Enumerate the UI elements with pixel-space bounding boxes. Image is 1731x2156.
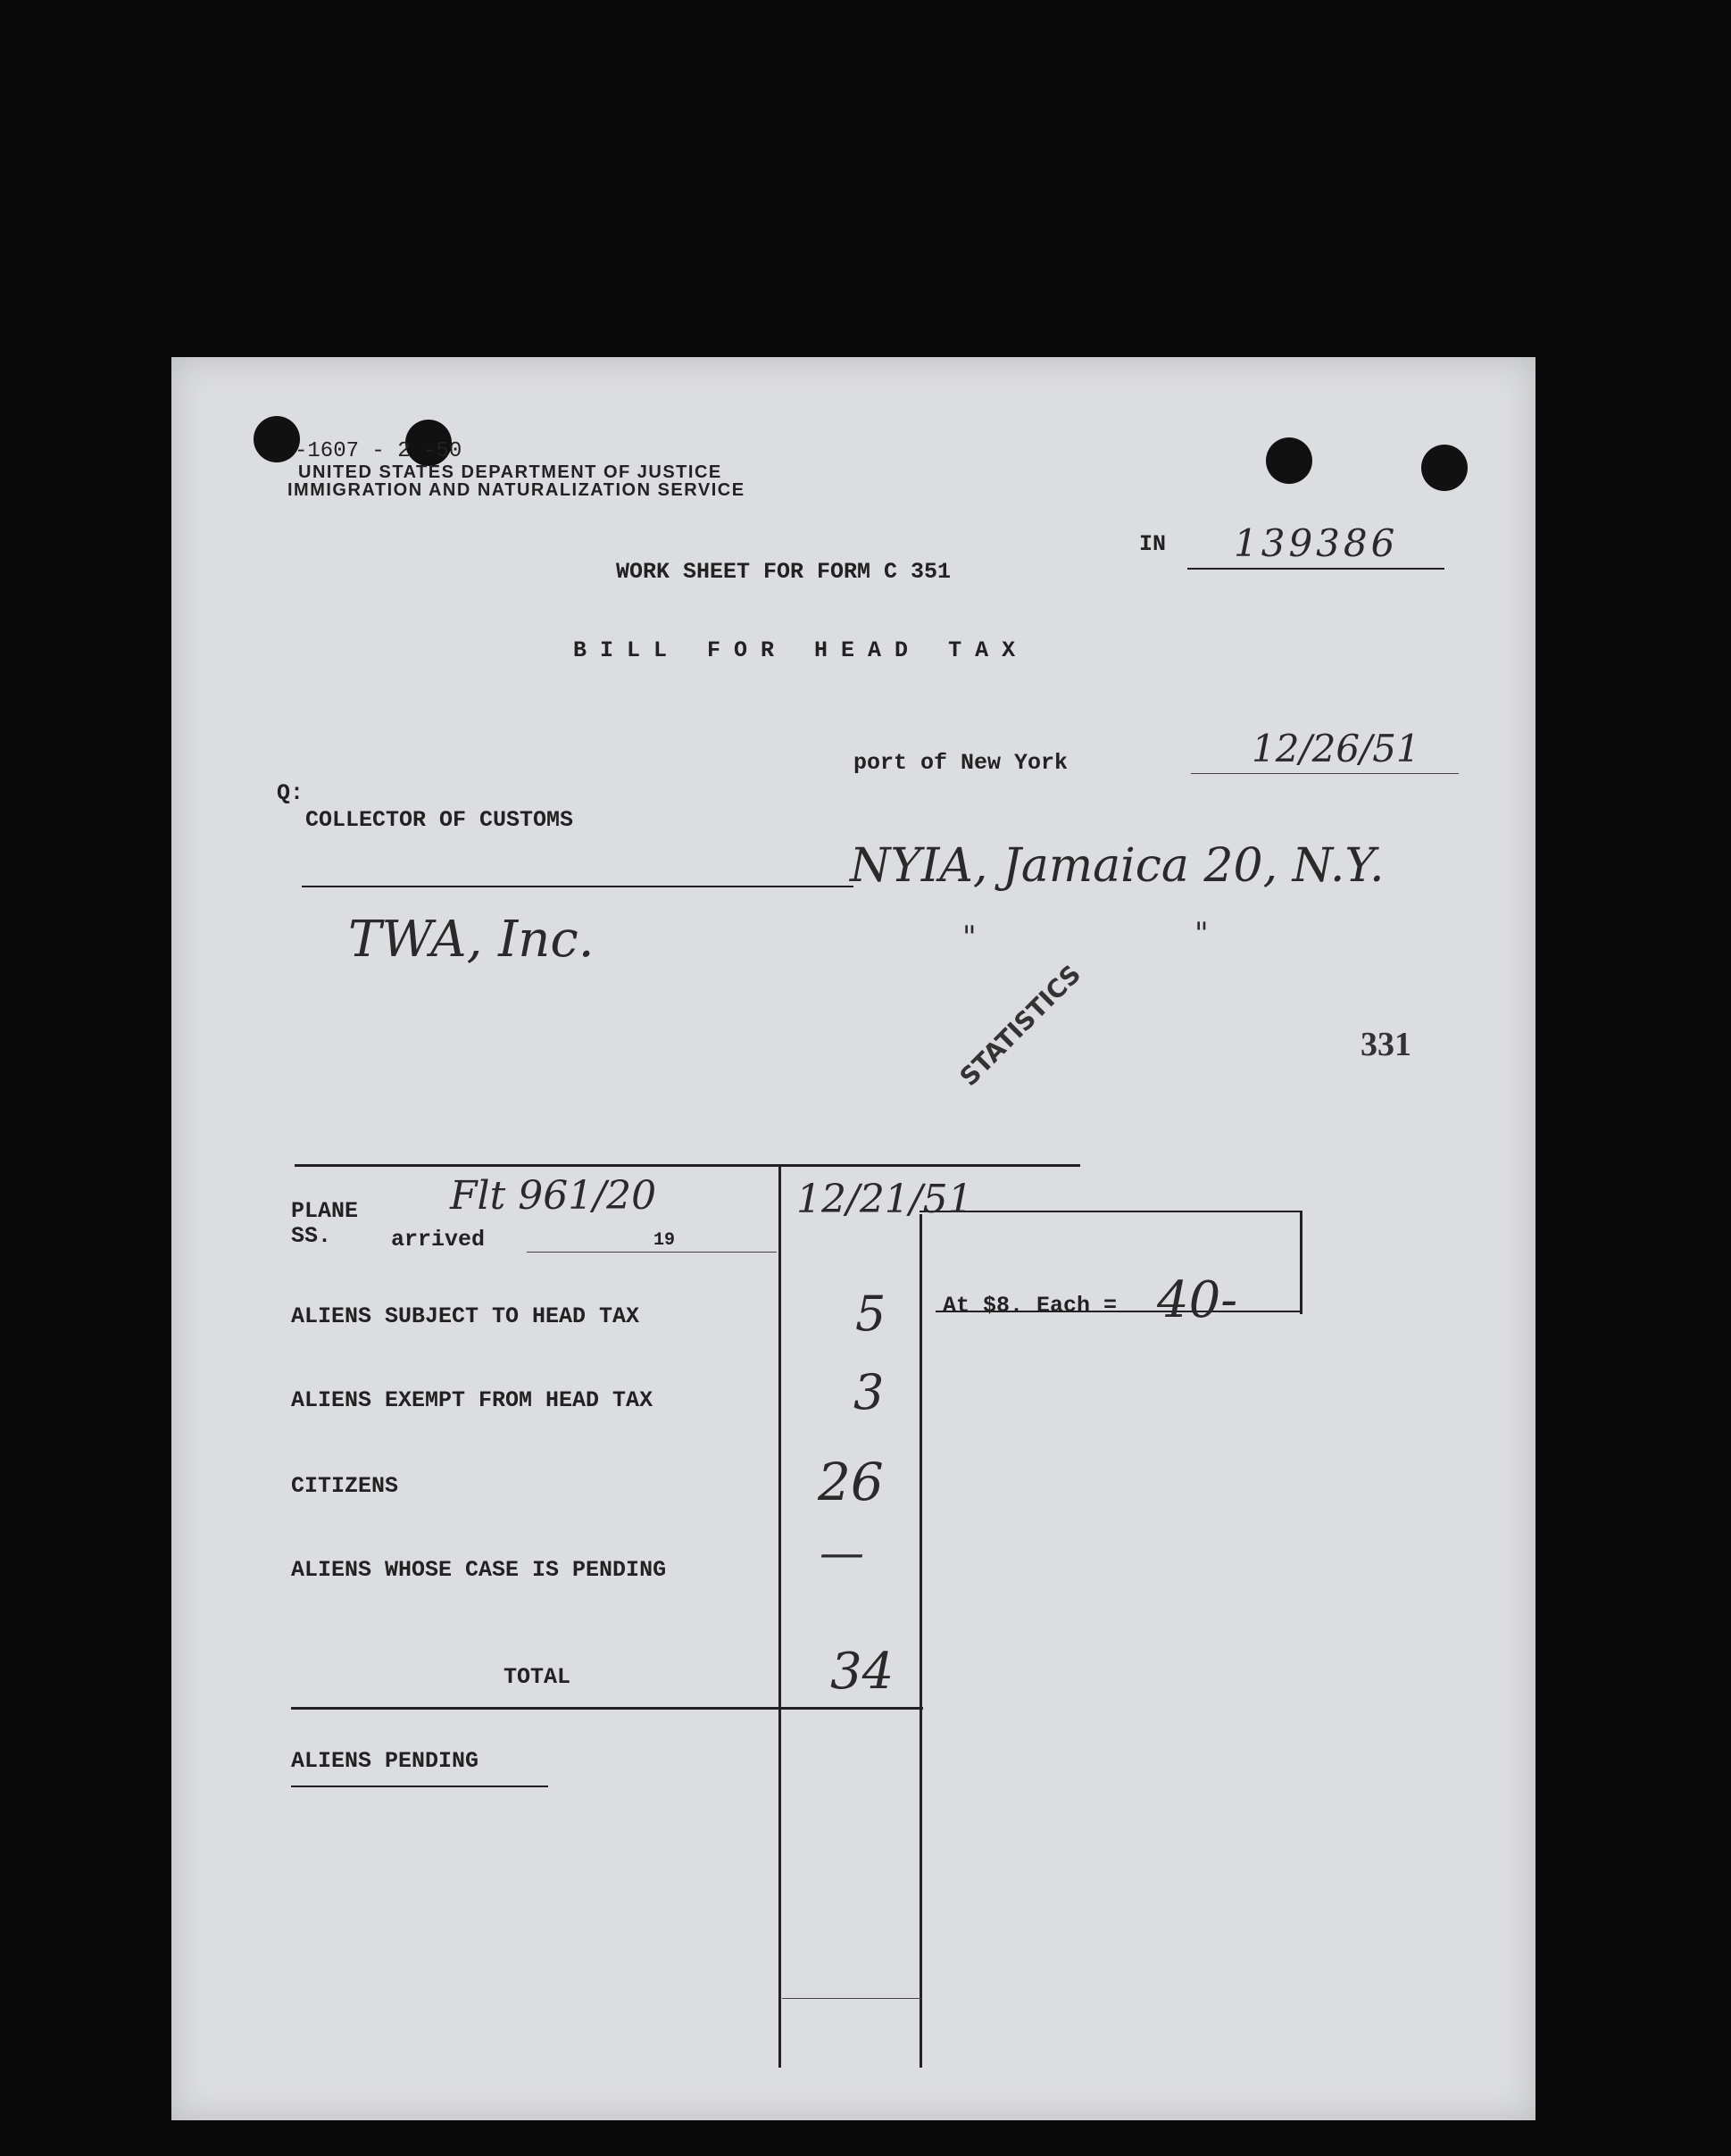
ss-label: SS. — [291, 1223, 332, 1249]
column-divider-right — [920, 1214, 922, 2068]
row-value-subject: 5 — [855, 1286, 886, 1342]
total-label: TOTAL — [503, 1664, 571, 1690]
table-top-rule — [295, 1164, 1080, 1167]
row-label-pending: ALIENS WHOSE CASE IS PENDING — [291, 1557, 667, 1583]
address-line — [302, 886, 853, 887]
carrier-name: TWA, Inc. — [348, 911, 595, 969]
worksheet-title: WORK SHEET FOR FORM C 351 — [616, 559, 952, 585]
to-label: Q: — [277, 780, 304, 806]
punch-hole — [254, 416, 300, 462]
total-value: 34 — [830, 1643, 895, 1701]
date-underline — [1191, 773, 1459, 774]
row-label-exempt: ALIENS EXEMPT FROM HEAD TAX — [291, 1387, 653, 1413]
ditto-mark: " — [962, 920, 977, 955]
aliens-pending-label: ALIENS PENDING — [291, 1748, 479, 1774]
row-label-citizens: CITIZENS — [291, 1473, 399, 1499]
bill-date: 12/26/51 — [1252, 727, 1420, 770]
rate-label: At $8. Each = — [943, 1293, 1118, 1319]
in-label: IN — [1139, 531, 1167, 557]
rate-total: 40- — [1157, 1271, 1238, 1329]
stamp-number: 331 — [1361, 1026, 1411, 1063]
bill-title: B I L L F O R H E A D T A X — [573, 637, 1016, 663]
year-prefix: 19 — [653, 1230, 676, 1251]
file-number: -1607 - 2 -50 — [295, 439, 462, 463]
port-label: port of New York — [853, 750, 1069, 776]
collector-of-customs: COLLECTOR OF CUSTOMS — [305, 807, 574, 833]
in-number: 139386 — [1234, 521, 1399, 565]
arrival-date: 12/21/51 — [796, 1177, 973, 1222]
rate-box-top — [920, 1211, 1302, 1212]
in-number-underline — [1187, 568, 1444, 570]
collector-location: NYIA, Jamaica 20, N.Y. — [850, 839, 1385, 893]
statistics-stamp: STATISTICS — [953, 959, 1087, 1092]
row-value-citizens: 26 — [818, 1452, 884, 1512]
flight-number: Flt 961/20 — [450, 1173, 657, 1219]
document-page — [171, 357, 1535, 2120]
column-divider-left — [778, 1164, 781, 2068]
service-name: IMMIGRATION AND NATURALIZATION SERVICE — [287, 480, 745, 500]
total-rule — [782, 1998, 921, 1999]
plane-label: PLANE — [291, 1198, 359, 1224]
row-label-subject: ALIENS SUBJECT TO HEAD TAX — [291, 1303, 640, 1329]
rate-box-right — [1300, 1211, 1302, 1314]
row-value-exempt: 3 — [853, 1364, 885, 1420]
table-bottom-rule — [291, 1707, 923, 1710]
row-value-pending: — — [820, 1527, 864, 1578]
arrived-label: arrived — [391, 1227, 486, 1253]
arrived-underline — [527, 1252, 777, 1253]
ditto-mark: " — [1194, 916, 1209, 952]
punch-hole — [1421, 445, 1468, 491]
aliens-pending-underline — [291, 1786, 548, 1787]
department-name: UNITED STATES DEPARTMENT OF JUSTICE — [298, 462, 722, 482]
punch-hole — [1266, 437, 1312, 484]
